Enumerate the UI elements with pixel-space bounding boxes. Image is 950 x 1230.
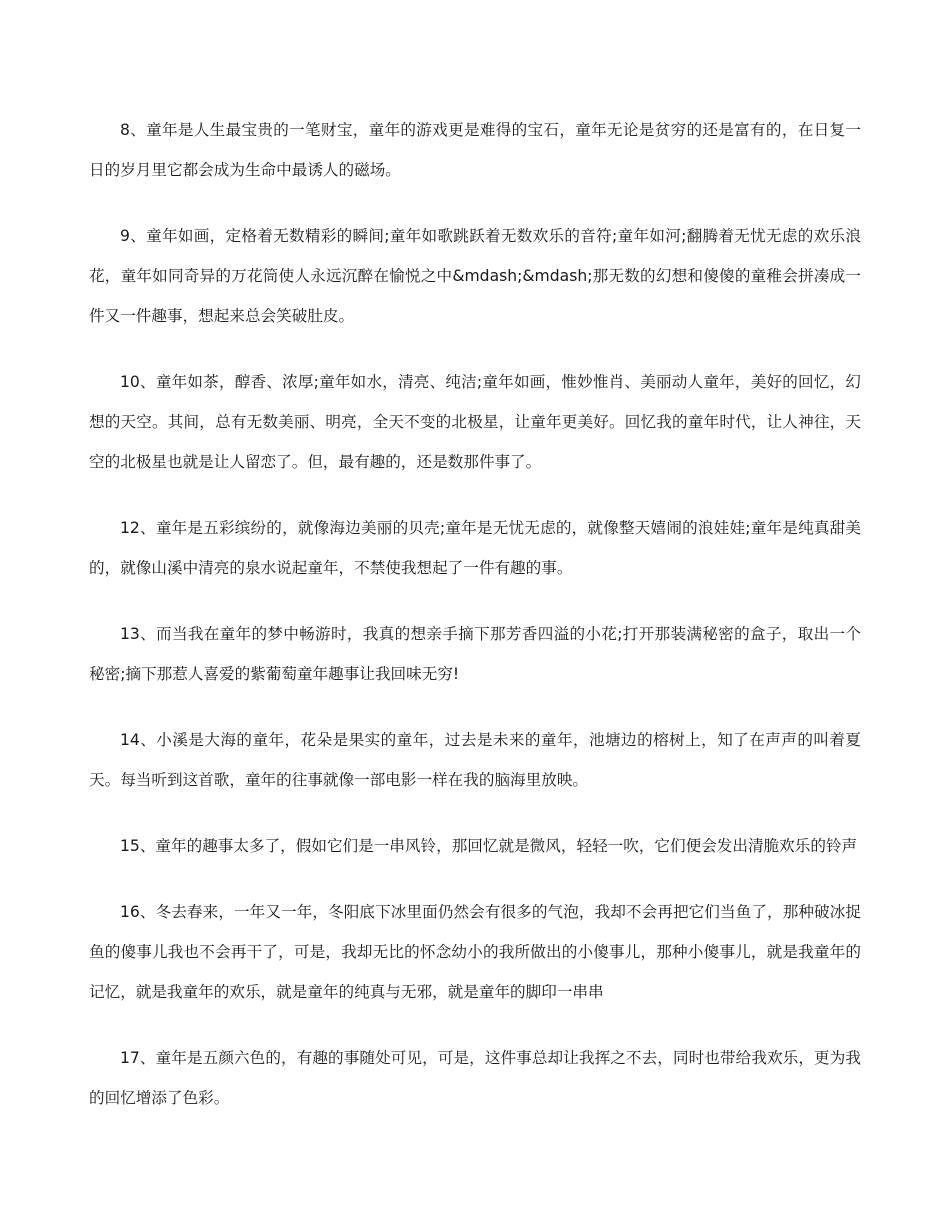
paragraph-16: 16、冬去春来，一年又一年，冬阳底下冰里面仍然会有很多的气泡，我却不会再把它们当鱼了，那种破冰捉鱼的傻事儿我也不会再干了，可是，我却无比的怀念幼小的我所做出的小傻事儿，那种小傻事儿，就是我童年的记忆，就是我童年的欢乐，就是童年的纯真与无邪，就是童年的脚印一串串 (89, 903, 861, 1001)
paragraph-14: 14、小溪是大海的童年，花朵是果实的童年，过去是未来的童年，池塘边的榕树上，知了在声声的叫着夏天。每当听到这首歌，童年的往事就像一部电影一样在我的脑海里放映。 (89, 731, 861, 789)
document-page (89, 110, 861, 1144)
paragraph-15: 15、童年的趣事太多了，假如它们是一串风铃，那回忆就是微风，轻轻一吹，它们便会发出清脆欢乐的铃声 (120, 837, 858, 855)
paragraph-17: 17、童年是五颜六色的，有趣的事随处可见，可是，这件事总却让我挥之不去，同时也带给我欢乐，更为我的回忆增添了色彩。 (89, 1049, 861, 1107)
paragraph-13: 13、而当我在童年的梦中畅游时，我真的想亲手摘下那芳香四溢的小花;打开那装满秘密的盒子，取出一个秘密;摘下那惹人喜爱的紫葡萄童年趣事让我回味无穷! (89, 625, 861, 683)
paragraph-8: 8、童年是人生最宝贵的一笔财宝，童年的游戏更是难得的宝石，童年无论是贫穷的还是富有的，在日复一日的岁月里它都会成为生命中最诱人的磁场。 (89, 121, 861, 179)
paragraph-9: 9、童年如画，定格着无数精彩的瞬间;童年如歌跳跃着无数欢乐的音符;童年如河;翻腾着无忧无虑的欢乐浪花，童年如同奇异的万花筒使人永远沉醉在愉悦之中&mdash;&mdash;那无数的幻想和傻傻的童稚会拼凑成一件又一件趣事，想起来总会笑破肚皮。 (89, 227, 861, 325)
paragraph-12: 12、童年是五彩缤纷的，就像海边美丽的贝壳;童年是无忧无虑的，就像整天嬉闹的浪娃娃;童年是纯真甜美的，就像山溪中清亮的泉水说起童年，不禁使我想起了一件有趣的事。 (89, 519, 861, 577)
paragraph-10: 10、童年如茶，醇香、浓厚;童年如水，清亮、纯洁;童年如画，惟妙惟肖、美丽动人童年，美好的回忆，幻想的天空。其间，总有无数美丽、明亮，全天不变的北极星，让童年更美好。回忆我的童年时代，让人神往，天空的北极星也就是让人留恋了。但，最有趣的，还是数那件事了。 (89, 373, 861, 471)
